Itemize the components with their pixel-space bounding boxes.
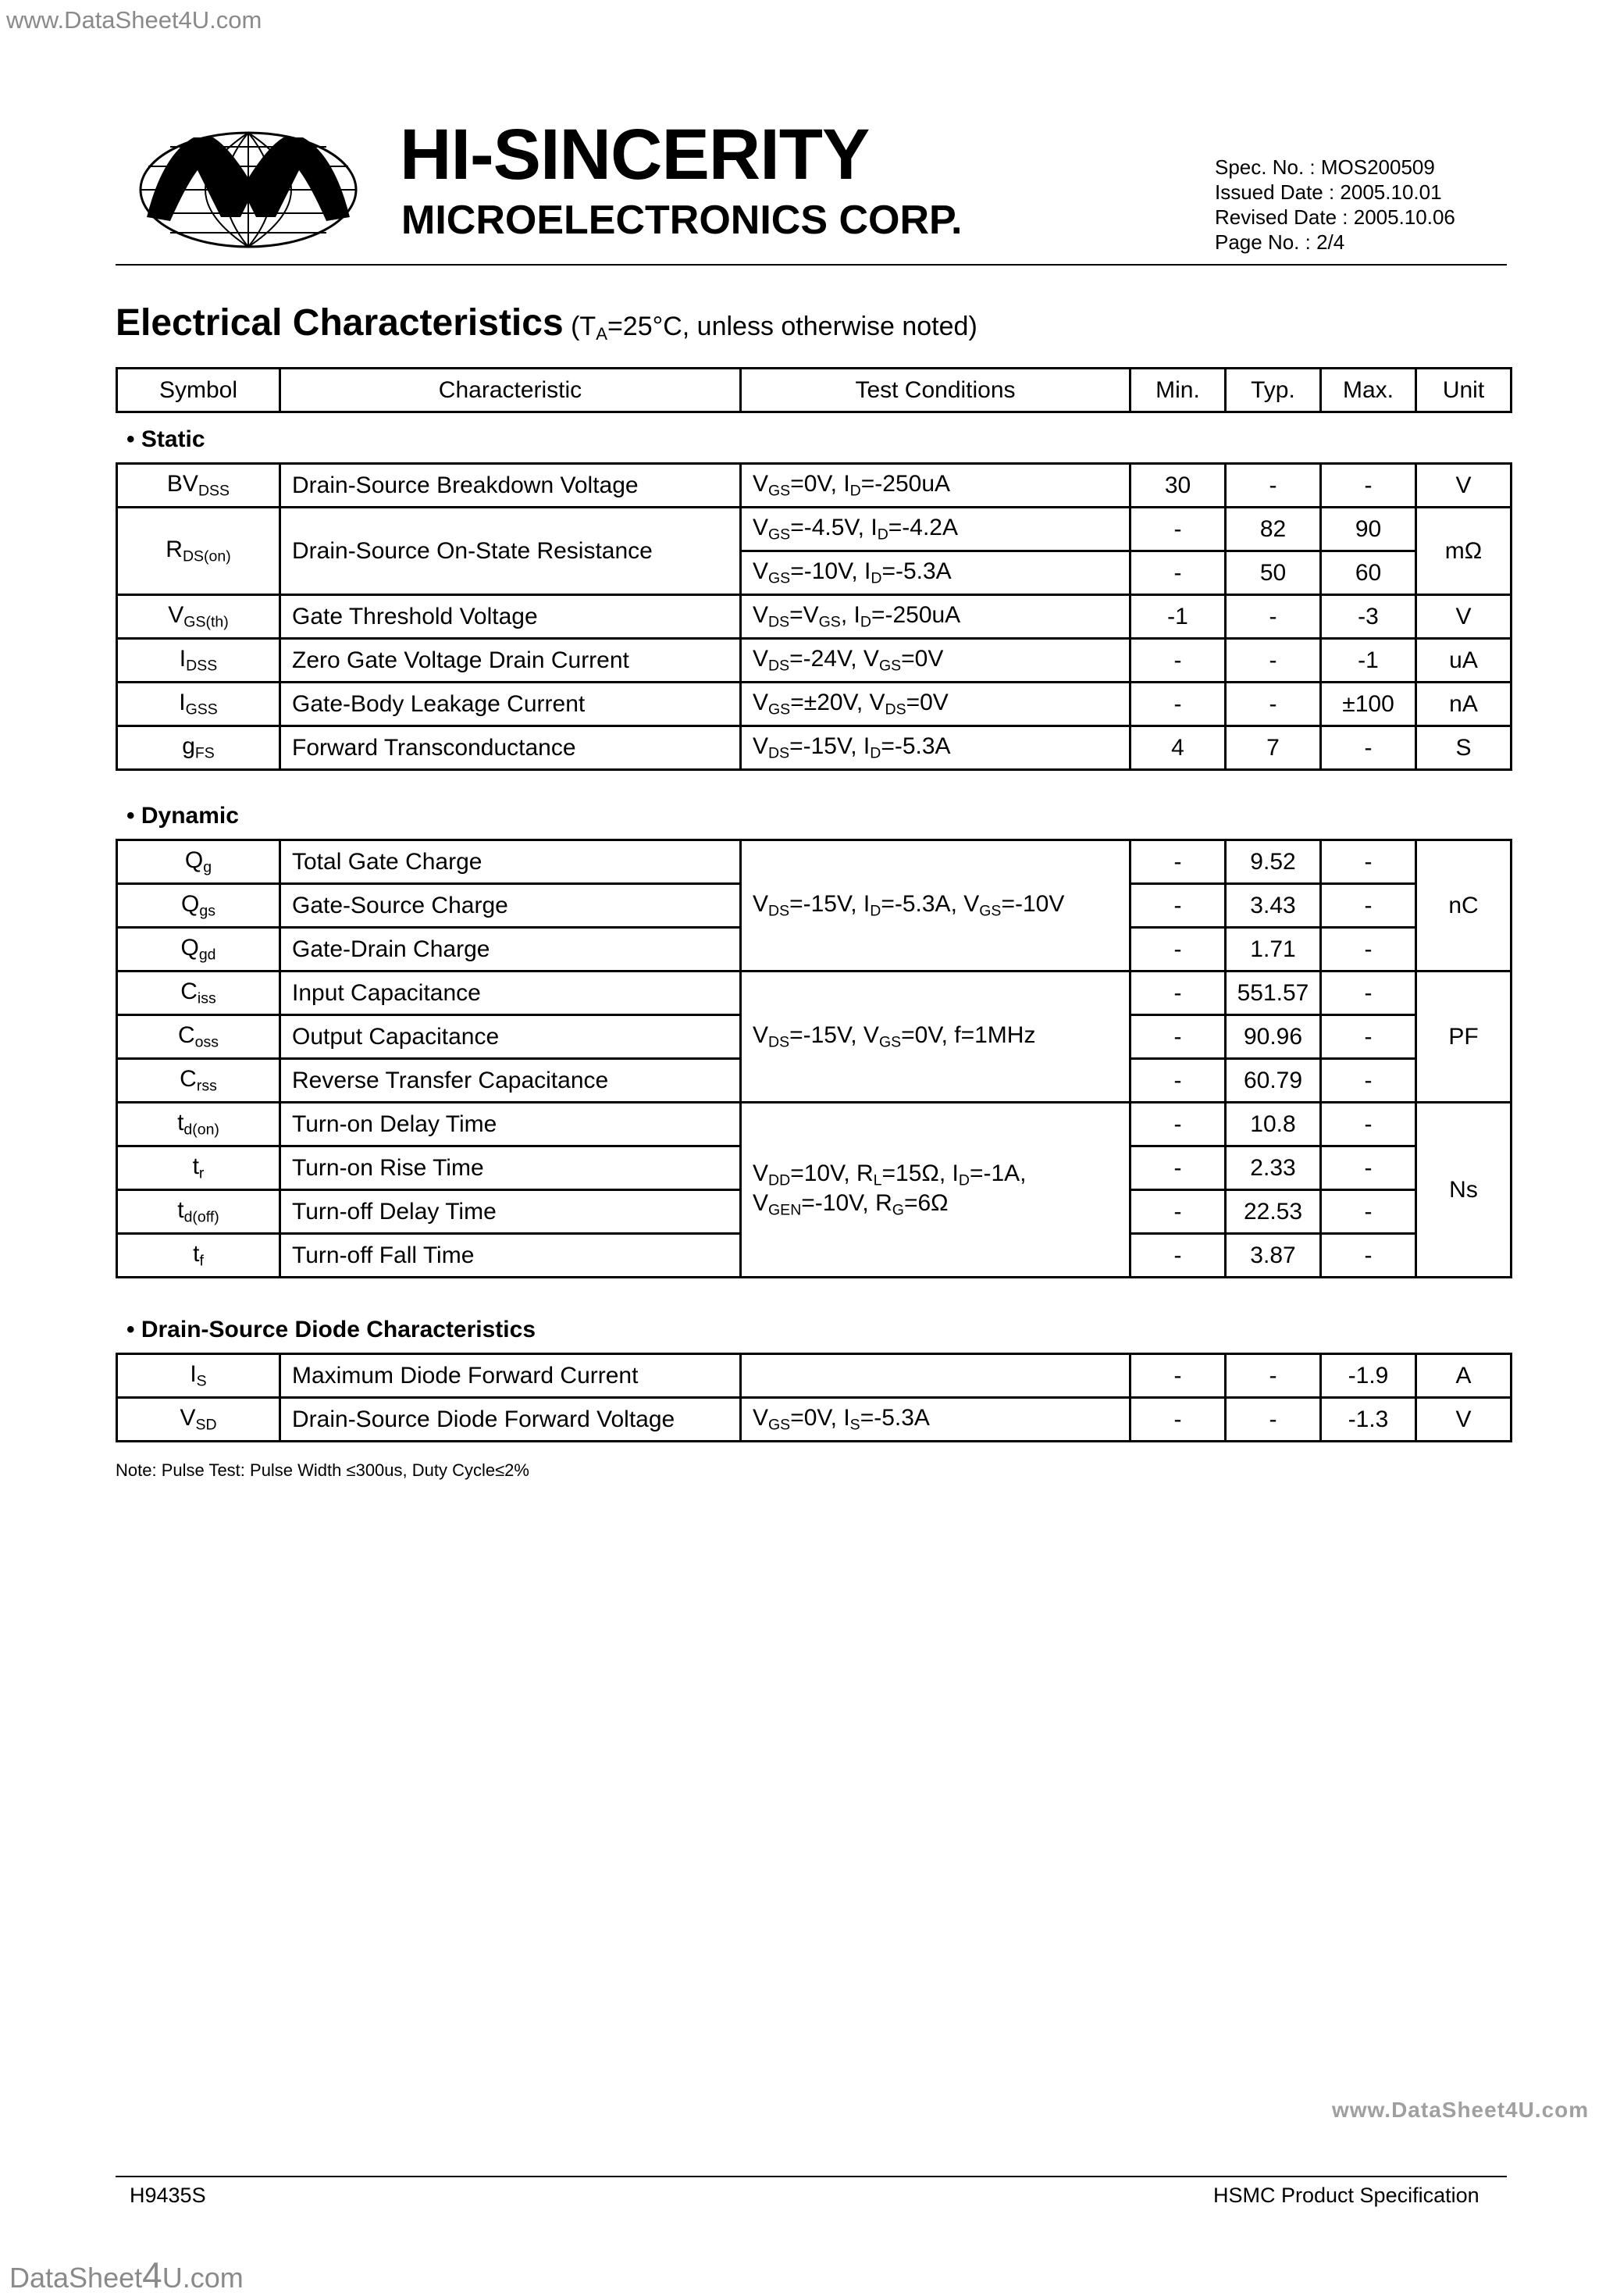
cond-subscript: GEN [768,1200,802,1218]
cond-text: V [753,1404,769,1431]
cond-subscript: D [849,482,861,500]
cond-text: =0V, I [790,470,850,497]
symbol-cell [117,464,280,508]
cond-text: =-15V, I [789,890,871,917]
symbol-cell [117,595,280,639]
table-row [117,972,1512,1015]
max-cell: - [1321,726,1416,770]
table-row [117,683,1512,726]
cond-text: =-5.3A [881,733,951,759]
symbol-subscript: FS [194,744,215,762]
cond-text: =6Ω [903,1189,949,1216]
max-cell: - [1321,884,1416,928]
symbol-subscript: iss [197,989,216,1007]
typ-cell: 9.52 [1226,840,1321,884]
symbol-cell [117,1146,280,1190]
unit-cell: V [1416,1398,1512,1442]
symbol-subscript: GSS [185,701,218,718]
typ-cell: 82 [1226,508,1321,551]
cond-subscript: D [871,569,882,587]
cond-subscript: DS [768,902,790,920]
symbol-text: t [177,1109,184,1136]
static-table [116,462,1512,771]
symbol-text: Q [184,847,204,873]
characteristic-cell: Output Capacitance [280,1015,741,1059]
section-diode: • Drain-Source Diode Characteristics [126,1317,536,1342]
symbol-text: t [192,1153,199,1179]
cond-text: =-250uA [860,470,951,497]
cond-text: V [753,890,769,917]
test-conditions-cell [741,972,1131,1103]
cond-subscript: GS [768,569,791,587]
max-cell: -1.3 [1321,1398,1416,1442]
symbol-subscript: g [203,858,212,876]
typ-cell: 90.96 [1226,1015,1321,1059]
min-cell: - [1131,1059,1226,1103]
characteristic-cell: Turn-on Rise Time [280,1146,741,1190]
cond-text: V [753,733,769,759]
min-cell: - [1131,683,1226,726]
cond-text: V [753,645,769,672]
diode-table [116,1353,1512,1442]
min-cell: - [1131,972,1226,1015]
min-cell: - [1131,1015,1226,1059]
cond-subscript: DS [768,1033,790,1051]
cond-line [753,891,1129,920]
cond-subscript: DS [768,657,790,675]
symbol-text: I [179,645,187,672]
typ-cell: 3.43 [1226,884,1321,928]
typ-cell: - [1226,464,1321,508]
symbol-cell [117,884,280,928]
table-row [117,639,1512,683]
symbol-subscript: SD [195,1416,217,1434]
min-cell: -1 [1131,595,1226,639]
cond-text: , I [840,601,860,628]
characteristic-cell: Drain-Source Diode Forward Voltage [280,1398,741,1442]
cond-text: =-24V, V [789,645,879,672]
symbol-cell [117,683,280,726]
unit-cell: V [1416,595,1512,639]
cond-text: =-15V, I [789,733,871,759]
watermark-right: www.DataSheet4U.com [1332,2098,1590,2122]
max-cell: - [1321,1059,1416,1103]
dynamic-table [116,839,1512,1278]
symbol-subscript: d(off) [183,1208,219,1226]
company-logo-icon [139,131,358,248]
typ-cell: - [1226,1398,1321,1442]
min-cell: - [1131,1398,1226,1442]
cond-subscript: GS [878,657,902,675]
cond-subscript: D [877,526,888,544]
symbol-text: Q [181,890,200,917]
cond-text: V [753,514,769,540]
cond-subscript: GS [768,482,791,500]
cond-text: =-10V, R [801,1189,892,1216]
max-cell: - [1321,1103,1416,1146]
characteristic-cell: Total Gate Charge [280,840,741,884]
watermark-top: www.DataSheet4U.com [6,6,262,34]
unit-cell: uA [1416,639,1512,683]
unit-cell: Ns [1416,1103,1512,1278]
characteristic-cell: Input Capacitance [280,972,741,1015]
table-row [117,595,1512,639]
cond-text: =-250uA [871,601,961,628]
test-conditions-cell [741,1354,1131,1398]
typ-cell: 10.8 [1226,1103,1321,1146]
header-table [116,367,1512,413]
symbol-subscript: GS(th) [183,613,229,631]
cond-subscript: GS [818,613,841,631]
table-row [117,1354,1512,1398]
max-cell: - [1321,972,1416,1015]
section-dynamic: • Dynamic [126,803,239,829]
table-row [117,840,1512,884]
min-cell: - [1131,508,1226,551]
min-cell: - [1131,1146,1226,1190]
symbol-cell [117,840,280,884]
characteristic-cell: Gate-Body Leakage Current [280,683,741,726]
symbol-subscript: gs [199,902,215,920]
table-row [117,508,1512,551]
max-cell: 60 [1321,551,1416,595]
symbol-cell [117,1398,280,1442]
test-conditions-cell [741,639,1131,683]
typ-cell: 22.53 [1226,1190,1321,1234]
min-cell: - [1131,639,1226,683]
typ-cell: - [1226,595,1321,639]
unit-cell: S [1416,726,1512,770]
min-cell: - [1131,1190,1226,1234]
symbol-subscript: DS(on) [182,547,231,565]
footer-rule [116,2176,1507,2177]
symbol-cell [117,1234,280,1278]
revised-date: Revised Date : 2005.10.06 [1215,205,1455,229]
cond-subscript: D [870,744,881,762]
symbol-subscript: S [196,1372,207,1390]
test-conditions-cell [741,840,1131,972]
unit-cell: mΩ [1416,508,1512,595]
cond-subscript: GS [768,701,791,718]
company-subtitle: MICROELECTRONICS CORP. [401,198,963,243]
spec-number: Spec. No. : MOS200509 [1215,155,1435,179]
symbol-cell [117,1190,280,1234]
cond-subscript: DS [768,744,790,762]
unit-cell: A [1416,1354,1512,1398]
typ-cell: 60.79 [1226,1059,1321,1103]
col-header-5: Max. [1321,369,1416,412]
cond-line [753,1022,1129,1051]
col-header-3: Min. [1131,369,1226,412]
header-rule [116,264,1507,266]
min-cell: - [1131,884,1226,928]
characteristic-cell: Drain-Source Breakdown Voltage [280,464,741,508]
cond-subscript: GS [878,1033,902,1051]
min-cell: - [1131,551,1226,595]
col-header-4: Typ. [1226,369,1321,412]
symbol-text: V [168,601,184,628]
symbol-subscript: DSS [186,657,218,675]
max-cell: - [1321,1234,1416,1278]
max-cell: ±100 [1321,683,1416,726]
max-cell: 90 [1321,508,1416,551]
part-number: H9435S [130,2184,206,2207]
max-cell: - [1321,464,1416,508]
characteristic-cell: Zero Gate Voltage Drain Current [280,639,741,683]
cond-text: V [753,1160,769,1187]
section-static: • Static [126,426,205,452]
cond-subscript: GS [768,526,791,544]
characteristic-cell: Gate-Drain Charge [280,928,741,972]
symbol-text: R [166,536,183,562]
test-conditions-cell [741,683,1131,726]
cond-text: =0V [901,645,944,672]
company-name: HI-SINCERITY [400,115,870,194]
cond-subscript: L [873,1171,882,1189]
max-cell: -1 [1321,639,1416,683]
unit-cell: nC [1416,840,1512,972]
cond-text: =V [789,601,819,628]
cond-text: =10V, R [790,1160,874,1187]
characteristic-cell: Gate-Source Charge [280,884,741,928]
symbol-subscript: f [199,1252,204,1270]
typ-cell: 50 [1226,551,1321,595]
cond-subscript: DD [768,1171,791,1189]
cond-text: V [753,689,769,715]
cond-text: =0V, I [790,1404,850,1431]
cond-text: =-5.3A [860,1404,930,1431]
cond-text: V [753,558,769,584]
cond-subscript: GS [979,902,1002,920]
typ-cell: - [1226,639,1321,683]
unit-cell: V [1416,464,1512,508]
cond-text: =-5.3A [881,558,952,584]
symbol-text: t [193,1240,200,1267]
characteristic-cell: Maximum Diode Forward Current [280,1354,741,1398]
symbol-text: g [182,733,195,759]
page-number: Page No. : 2/4 [1215,230,1345,254]
test-conditions-cell [741,595,1131,639]
max-cell: -3 [1321,595,1416,639]
spec-block [1215,155,1455,255]
issued-date: Issued Date : 2005.10.01 [1215,180,1442,204]
characteristic-cell: Drain-Source On-State Resistance [280,508,741,595]
page-title: Electrical Characteristics ($T_A=25^\circ C$, unless otherwise noted) [116,302,977,344]
header-row [117,369,1512,412]
cond-subscript: DS [768,613,790,631]
typ-cell: - [1226,683,1321,726]
table-row [117,1103,1512,1146]
symbol-text: C [180,1065,197,1092]
max-cell: - [1321,840,1416,884]
cond-text: =-1A, [969,1160,1027,1187]
symbol-text: V [180,1404,196,1431]
cond-subscript: D [870,902,881,920]
cond-subscript: DS [885,701,906,718]
cond-text: =-15V, V [789,1021,879,1048]
test-conditions-cell [741,508,1131,551]
typ-cell: 3.87 [1226,1234,1321,1278]
max-cell: -1.9 [1321,1354,1416,1398]
typ-cell: - [1226,1354,1321,1398]
max-cell: - [1321,928,1416,972]
min-cell: - [1131,928,1226,972]
max-cell: - [1321,1146,1416,1190]
characteristic-cell: Turn-on Delay Time [280,1103,741,1146]
min-cell: - [1131,1354,1226,1398]
cond-text: =-10V, I [790,558,871,584]
symbol-cell [117,928,280,972]
test-conditions-cell [741,464,1131,508]
test-conditions-cell [741,1398,1131,1442]
symbol-cell [117,508,280,595]
characteristic-cell: Gate Threshold Voltage [280,595,741,639]
typ-cell: 551.57 [1226,972,1321,1015]
symbol-cell [117,1103,280,1146]
col-header-6: Unit [1416,369,1512,412]
min-cell: - [1131,1234,1226,1278]
symbol-subscript: gd [198,946,216,964]
symbol-cell [117,639,280,683]
symbol-cell [117,1354,280,1398]
table-row [117,726,1512,770]
col-header-1: Characteristic [280,369,741,412]
typ-cell: 2.33 [1226,1146,1321,1190]
symbol-text: I [179,689,186,715]
cond-text: =0V [906,689,949,715]
col-header-0: Symbol [117,369,280,412]
symbol-subscript: rss [196,1077,217,1095]
symbol-subscript: r [198,1164,205,1182]
cond-text: =-4.2A [888,514,959,540]
table-row [117,464,1512,508]
symbol-text: Q [180,934,199,961]
unit-cell: PF [1416,972,1512,1103]
test-conditions-cell [741,1103,1131,1278]
cond-text: =-4.5V, I [790,514,878,540]
cond-subscript: D [958,1171,970,1189]
watermark-bottom: DataSheet4U.com [9,2255,244,2295]
unit-cell: nA [1416,683,1512,726]
cond-text: =0V, f=1MHz [901,1021,1036,1048]
symbol-cell [117,1015,280,1059]
cond-text: V [753,601,769,628]
max-cell: - [1321,1015,1416,1059]
doc-type: HSMC Product Specification [1213,2184,1479,2207]
symbol-text: C [180,978,198,1004]
cond-subscript: D [860,613,871,631]
cond-line [753,1160,1129,1189]
test-conditions-cell [741,726,1131,770]
cond-text: V [753,1021,769,1048]
typ-cell: 7 [1226,726,1321,770]
min-cell: - [1131,840,1226,884]
cond-subscript: G [892,1200,904,1218]
cond-text: V [753,1189,769,1216]
footnote: Note: Pulse Test: Pulse Width ≤300us, Duty Cycle≤2% [116,1460,529,1480]
cond-text: =±20V, V [790,689,885,715]
symbol-text: I [190,1360,197,1387]
symbol-subscript: oss [194,1033,219,1051]
cond-text: =15Ω, I [881,1160,959,1187]
cond-subscript: GS [768,1416,791,1434]
symbol-cell [117,726,280,770]
characteristic-cell: Reverse Transfer Capacitance [280,1059,741,1103]
symbol-cell [117,1059,280,1103]
min-cell: 30 [1131,464,1226,508]
characteristic-cell: Turn-off Delay Time [280,1190,741,1234]
table-row [117,1398,1512,1442]
cond-line [753,1190,1129,1219]
characteristic-cell: Turn-off Fall Time [280,1234,741,1278]
symbol-subscript: d(on) [183,1121,219,1139]
min-cell: - [1131,1103,1226,1146]
min-cell: 4 [1131,726,1226,770]
cond-text: =-5.3A, V [881,890,980,917]
cond-text: V [753,470,769,497]
symbol-subscript: DSS [198,482,230,500]
cond-text: =-10V [1001,890,1065,917]
characteristic-cell: Forward Transconductance [280,726,741,770]
symbol-cell [117,972,280,1015]
symbol-text: BV [166,470,198,497]
cond-subscript: S [849,1416,860,1434]
symbol-text: C [177,1021,195,1048]
symbol-text: t [177,1196,184,1223]
max-cell: - [1321,1190,1416,1234]
typ-cell: 1.71 [1226,928,1321,972]
test-conditions-cell [741,551,1131,595]
col-header-2: Test Conditions [741,369,1131,412]
